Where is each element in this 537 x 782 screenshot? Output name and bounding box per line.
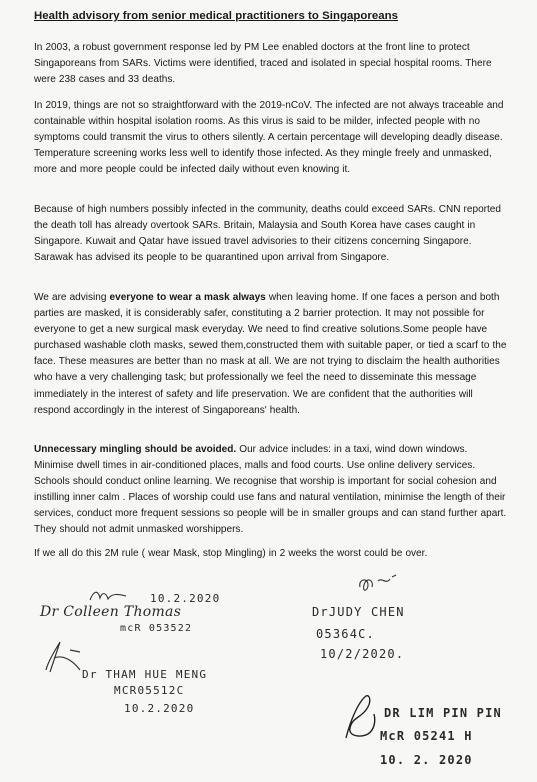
judy-name: DrJUDY CHEN [312,605,405,619]
colleen-signature-scribble [88,588,128,604]
tham-signature-scribble [40,640,86,676]
paragraph-2m-rule: If we all do this 2M rule ( wear Mask, stop Mingling) in 2 weeks the worst could be over. [34,548,428,559]
paragraph-death-toll: Because of high numbers possibly infected in the community, deaths could exceed SARs. CNN reported the death toll has already overtook SARs. Britain, Malaysia and South Korea have cases caught in Singapore. Kuwait and Qatar have issued travel advisories to their citizens concerning Singapore. Sarawak has advised its people to be quarantined upon arrival from Singapore. [34,204,501,264]
paragraph-ncov-2019: In 2019, things are not so straightforward with the 2019-nCoV. The infected are not always traceable and containable within hospital isolation rooms. As this virus is said to be milder, infected people with no symptoms could transmit the virus to others silently. A certain percentage will developing deadly disease. Temperature screening works less well to identify those infected. As they mingle freely and unmasked, more and more people could be infected daily without even knowing it. [34,100,504,176]
page-title: Health advisory from senior medical practitioners to Singaporeans [34,10,399,22]
lim-name: DR LIM PIN PIN [384,706,502,720]
mingling-emphasis: Unnecessary mingling should be avoided. [34,444,237,455]
judy-signature-scribble [356,573,398,595]
colleen-mcr: mcR 053522 [120,623,193,634]
tham-name: Dr THAM HUE MENG [82,668,208,681]
colleen-date: 10.2.2020 [150,592,221,605]
judy-date: 10/2/2020. [320,647,405,661]
mingling-body: Our advice includes: in a taxi, wind down windows. Minimise dwell times in air-conditioned places, malls and food courts. Use online delivery services. Schools should conduct online learning. We recognise that worship is important for social cohesion and instilling inner calm . Places of worship could use fans and natural ventilation, minimise the length of their services, conduct more frequent sessions so people will be in smaller groups and can stand further apart. They should not admit unmasked worshippers. [34,444,507,536]
paragraph-mingling [34,442,508,539]
tham-mcr: MCR05512C [114,684,185,697]
paragraph-sars-2003: In 2003, a robust government response led by PM Lee enabled doctors at the front line to protect Singaporeans from SARs. Victims were identified, traced and isolated in special hospital rooms. There were 238 cases and 33 deaths. [34,42,492,86]
mask-advice-emphasis: everyone to wear a mask always [109,292,266,303]
paragraph-mask-advice [34,290,508,419]
lim-date: 10. 2. 2020 [380,753,473,767]
colleen-name: Dr Colleen Thomas [40,604,182,620]
mask-advice-lead: We are advising [34,292,110,303]
judy-mcr: 05364C. [316,627,375,641]
mask-advice-body: when leaving home. If one faces a person and both parties are masked, it is considerably safer, constituting a 2 barrier protection. It may not possible for everyone to get a new surgical mask everyday. We need to find creative solutions.Some people have purchased washable cloth masks, sewed them,constructed them with suitable paper, or tied a scarf to the face. These measures are better than no mask at all. We are not trying to disclaim the health authorities who have a very challenging task; but professionally we feel the need to disseminate this message immediately in the interest of safety and life preservation. We are confident that the authorities will respond accordingly in the interest of Singaporeans' health. [34,292,507,416]
lim-mcr: McR 05241 H [380,729,473,743]
lim-signature-scribble [340,692,380,742]
tham-date: 10.2.2020 [124,702,195,715]
